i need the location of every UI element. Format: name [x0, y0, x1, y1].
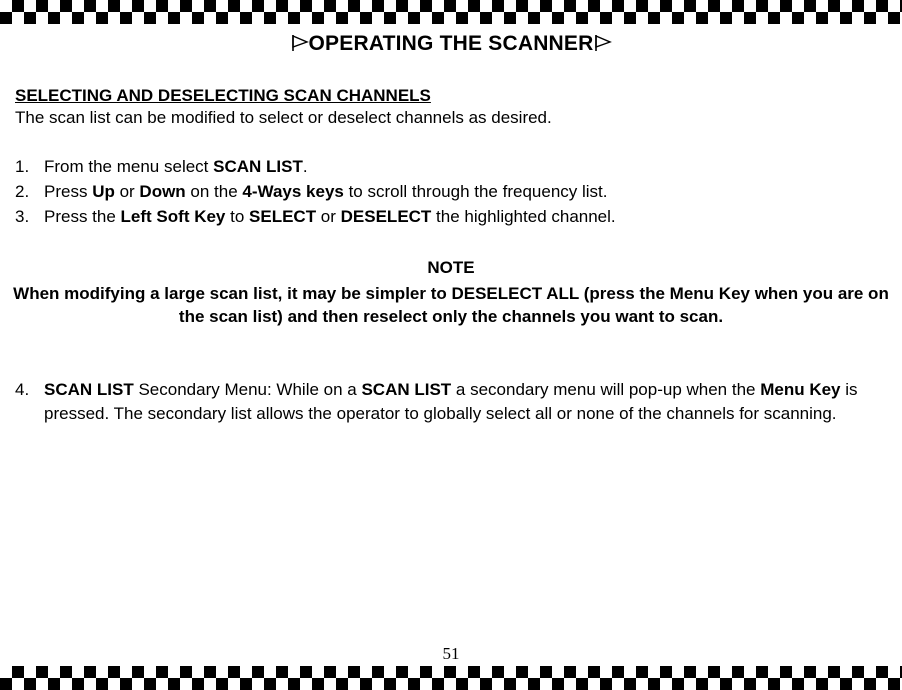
page-title [0, 32, 902, 58]
step-keyword: Menu Key [760, 380, 841, 399]
step-text: . [302, 157, 308, 176]
step-text: a secondary menu will pop-up when the [451, 380, 761, 399]
step-keyword: Left Soft Key [120, 207, 226, 226]
list-item [15, 157, 616, 182]
step-text: From the menu select [44, 157, 214, 176]
step-text: Secondary Menu: While on a [133, 380, 362, 399]
step-number: 1. [15, 157, 30, 176]
step-text: or [114, 182, 140, 201]
step-text: or [316, 207, 341, 226]
intro-text: The scan list can be modified to select or deselect channels as desired. [15, 108, 552, 127]
step-keyword: SCAN LIST [213, 157, 303, 176]
step-keyword: SELECT [249, 207, 317, 226]
checkered-border-top [0, 0, 902, 24]
step-keyword: Down [139, 182, 186, 201]
step-text: Press [44, 182, 93, 201]
list-item [15, 207, 616, 232]
step-text: Press the [44, 207, 121, 226]
step-text-block [44, 378, 885, 426]
checkered-border-bottom [0, 666, 902, 690]
flag-icon [594, 34, 612, 58]
flag-icon [291, 34, 309, 58]
step-keyword: DESELECT [340, 207, 432, 226]
note-title: NOTE [427, 258, 475, 277]
step-text: is pressed. The secondary list allows the operator to globally select all or none of the channels for scanning. [44, 380, 858, 423]
step-keyword: 4-Ways keys [242, 182, 344, 201]
list-item [15, 182, 616, 207]
note-body: When modifying a large scan list, it may be simpler to DESELECT ALL (press the Menu Key when you are on the scan list) and then reselect only the channels you want to scan. [13, 284, 889, 326]
step-keyword: SCAN LIST [361, 380, 452, 399]
step-keyword: Up [92, 182, 115, 201]
step-number: 3. [15, 207, 30, 226]
step-number: 4. [15, 380, 30, 399]
page-number: 51 [442, 644, 460, 663]
step-text: on the [185, 182, 243, 201]
step-number: 2. [15, 182, 30, 201]
step-text: to [225, 207, 250, 226]
page-title-text: OPERATING THE SCANNER [308, 32, 594, 55]
list-item [15, 378, 885, 426]
step-keyword: SCAN LIST [44, 380, 134, 399]
steps-list [15, 157, 616, 232]
step-text: to scroll through the frequency list. [343, 182, 608, 201]
section-heading: SELECTING AND DESELECTING SCAN CHANNELS [15, 86, 431, 105]
step-text: the highlighted channel. [431, 207, 616, 226]
